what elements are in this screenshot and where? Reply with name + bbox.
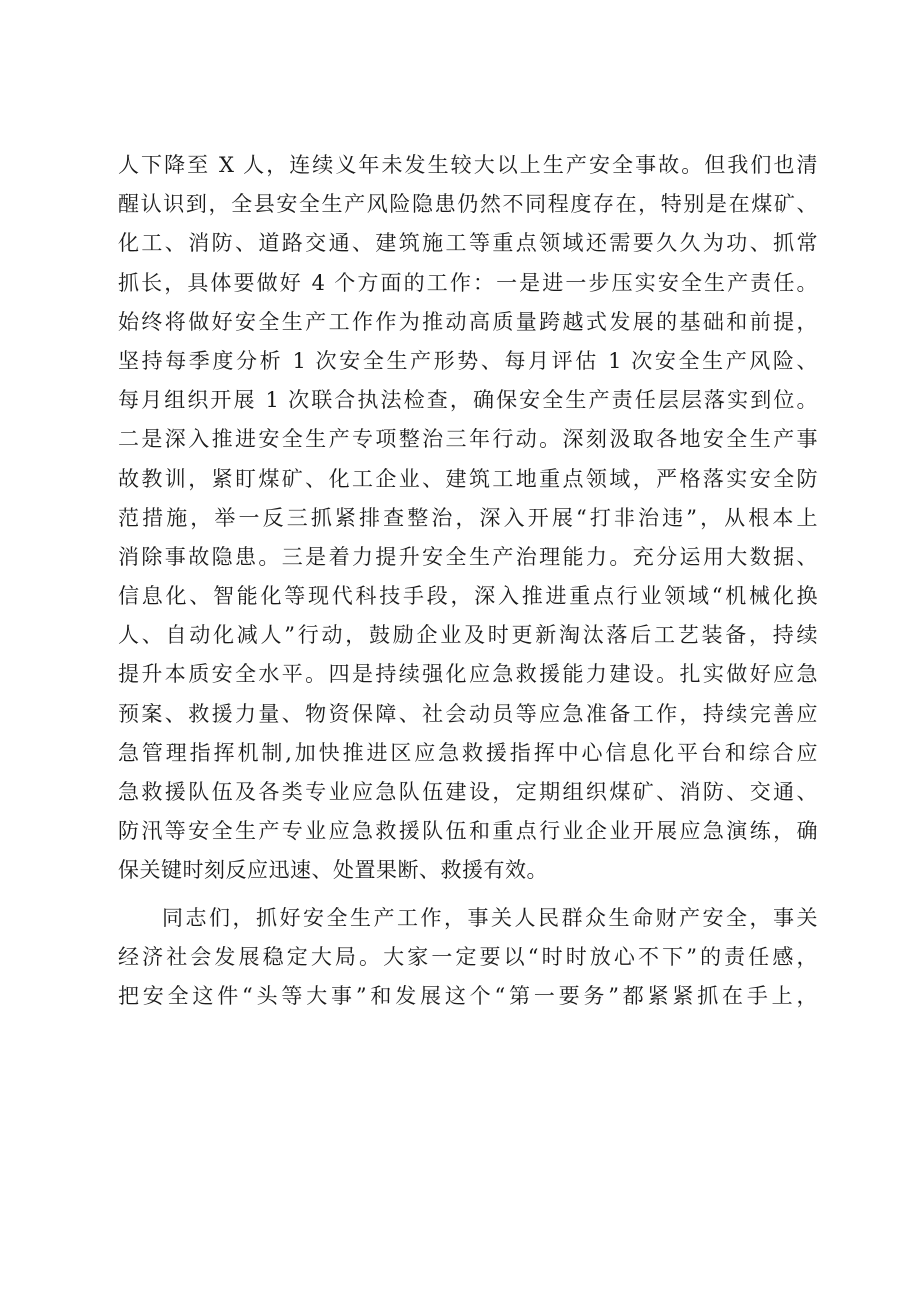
- body-text: [118, 146, 818, 1016]
- text-line: 把安全这件“头等大事”和发展这个“第一要务”都紧紧抓在手上，: [118, 983, 818, 1008]
- paragraph-gap: [118, 891, 818, 899]
- text-line: 保关键时刻反应迅速、处置果断、救援有效。: [118, 858, 548, 883]
- text-line: 坚持每季度分析 1 次安全生产形势、每月评估 1 次安全生产风险、: [118, 348, 818, 373]
- text-line: 抓长，具体要做好 4 个方面的工作：一是进一步压实安全生产责任。: [118, 270, 818, 295]
- paragraph-2: [118, 899, 818, 1017]
- text-line: 急管理指挥机制,加快推进区应急救援指挥中心信息化平台和综合应: [118, 740, 818, 765]
- text-line: 始终将做好安全生产工作作为推动高质量跨越式发展的基础和前提，: [118, 309, 818, 334]
- text-line: 范措施，举一反三抓紧排查整治，深入开展“打非治违”，从根本上: [118, 505, 818, 530]
- text-line: 急救援队伍及各类专业应急队伍建设，定期组织煤矿、消防、交通、: [118, 780, 818, 804]
- text-line: 故教训，紧盯煤矿、化工企业、建筑工地重点领域，严格落实安全防: [118, 466, 818, 491]
- text-line: 提升本质安全水平。四是持续强化应急救援能力建设。扎实做好应急: [118, 662, 818, 687]
- text-line: 信息化、智能化等现代科技手段，深入推进重点行业领域“机械化换: [118, 584, 818, 609]
- text-line: 经济社会发展稳定大局。大家一定要以“时时放心不下”的责任感，: [118, 944, 818, 969]
- text-line: 同志们，抓好安全生产工作，事关人民群众生命财产安全，事关: [162, 905, 818, 930]
- text-line: 每月组织开展 1 次联合执法检查，确保安全生产责任层层落实到位。: [118, 388, 818, 413]
- text-line: 人、自动化减人”行动，鼓励企业及时更新淘汰落后工艺装备，持续: [118, 623, 818, 648]
- text-line: 预案、救援力量、物资保障、社会动员等应急准备工作，持续完善应: [118, 701, 818, 726]
- text-line: 醒认识到，全县安全生产风险隐患仍然不同程度存在，特别是在煤矿、: [118, 192, 818, 217]
- text-line: 二是深入推进安全生产专项整治三年行动。深刻汲取各地安全生产事: [118, 427, 818, 452]
- text-line: 消除事故隐患。三是着力提升安全生产治理能力。充分运用大数据、: [118, 544, 818, 569]
- text-line: 防汛等安全生产专业应急救援队伍和重点行业企业开展应急演练，确: [118, 819, 818, 844]
- text-line: 人下降至 X 人，连续义年未发生较大以上生产安全事故。但我们也清: [118, 153, 818, 177]
- text-line: 化工、消防、道路交通、建筑施工等重点领域还需要久久为功、抓常: [118, 231, 818, 256]
- paragraph-1: [118, 146, 818, 891]
